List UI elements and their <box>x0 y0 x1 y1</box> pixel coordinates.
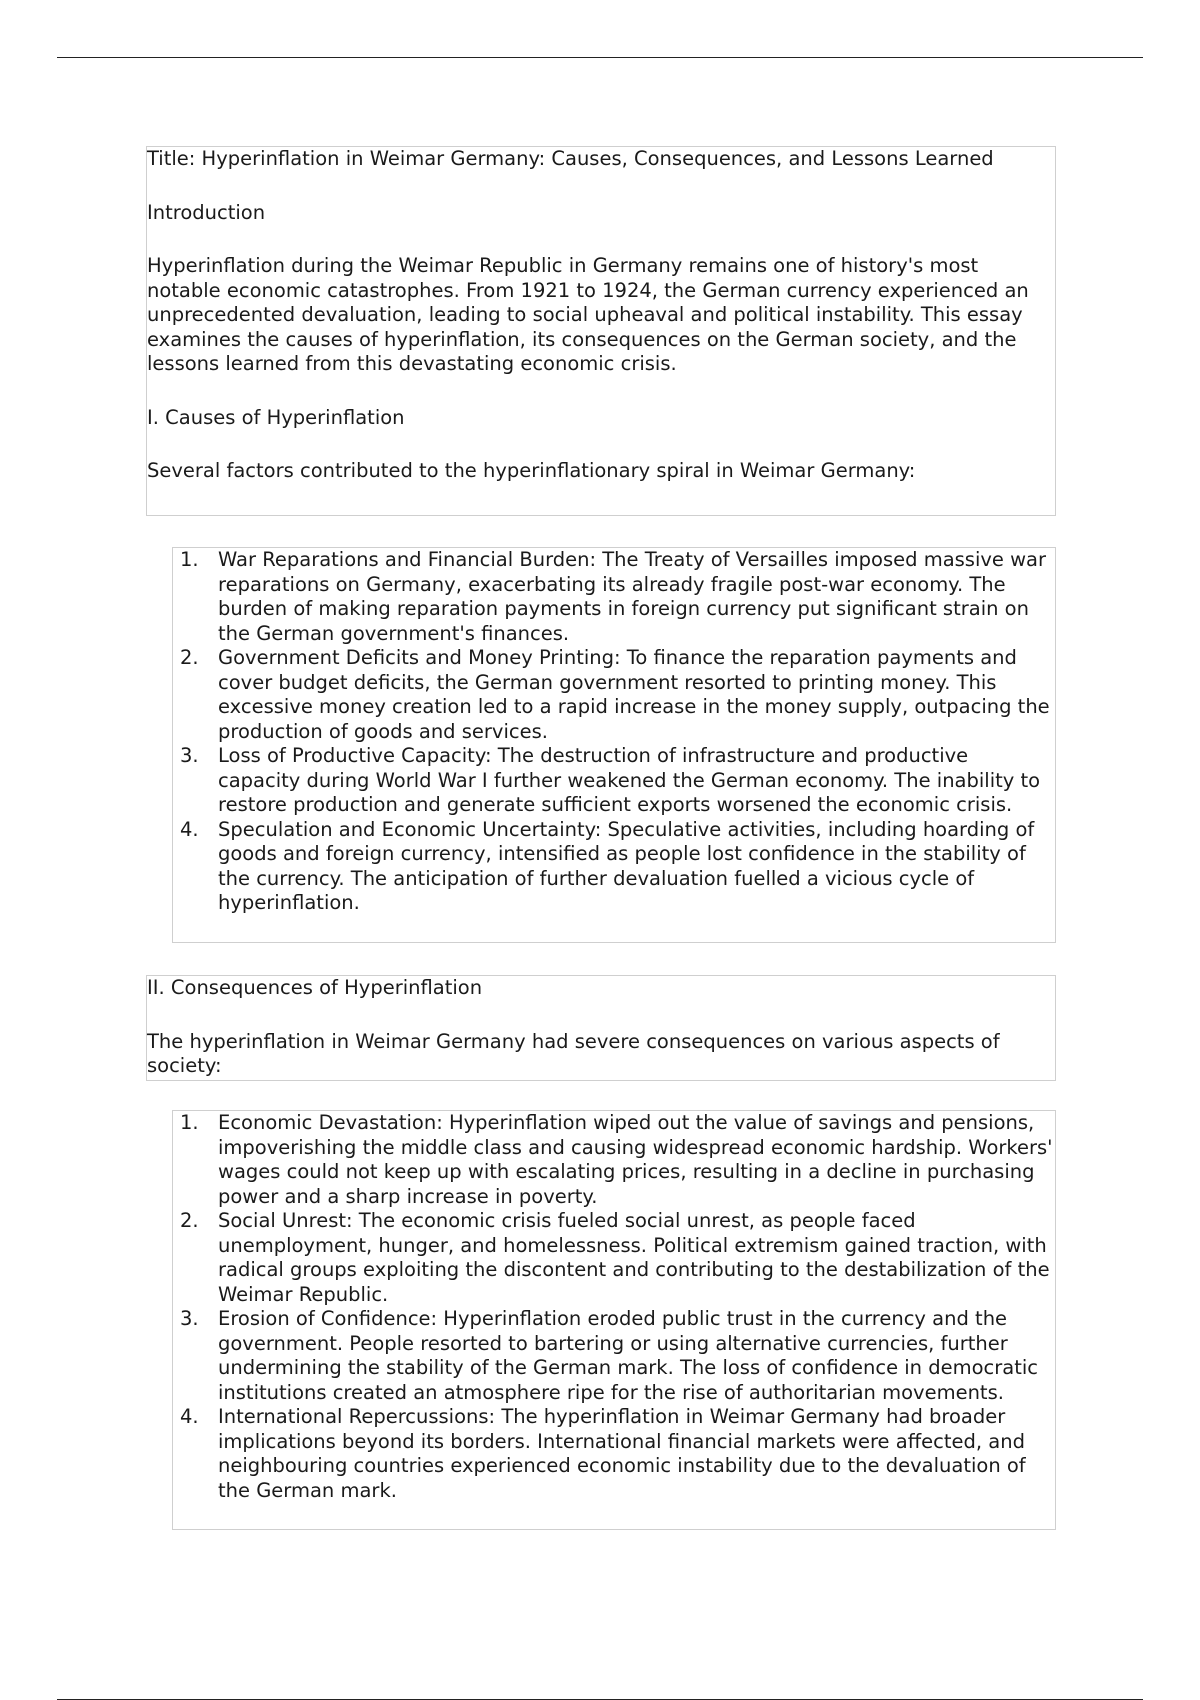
causes-list <box>173 548 1055 916</box>
list-item <box>173 744 1055 818</box>
list-item-text: War Reparations and Financial Burden: The Treaty of Versailles imposed massive war reparations on Germany, exacerbating its already fragile post-war economy. The burden of making reparation payments in foreign currency put significant strain on the German government's finances. <box>218 548 1047 645</box>
causes-intro: Several factors contributed to the hyperinflationary spiral in Weimar Germany: <box>147 459 916 482</box>
list-item <box>173 818 1055 916</box>
list-item-text: Social Unrest: The economic crisis fueled social unrest, as people faced unemployment, hunger, and homelessness. Political extremism gained traction, with radical groups exploiting the discontent and contributing to the destabilization of the Weimar Republic. <box>218 1209 1050 1306</box>
consequences-list <box>173 1111 1055 1503</box>
list-number: 2. <box>180 646 199 669</box>
consequences-list-section <box>172 1110 1056 1530</box>
intro-section <box>146 146 1056 516</box>
causes-heading: I. Causes of Hyperinflation <box>147 405 405 429</box>
list-item <box>173 646 1055 744</box>
list-item-text: Erosion of Confidence: Hyperinflation eroded public trust in the currency and the government. People resorted to bartering or using alternative currencies, further undermining the stability of the German mark. The loss of confidence in democratic institutions created an atmosphere ripe for the rise of authoritarian movements. <box>218 1307 1039 1404</box>
consequences-section <box>146 975 1056 1081</box>
list-item <box>173 1307 1055 1405</box>
list-item <box>173 1405 1055 1503</box>
list-item <box>173 1209 1055 1307</box>
document-title: Title: Hyperinflation in Weimar Germany: Causes, Consequences, and Lessons Learned <box>147 147 994 170</box>
list-number: 4. <box>180 817 199 841</box>
list-number: 1. <box>180 1111 199 1134</box>
top-rule <box>57 57 1143 58</box>
list-number: 3. <box>180 744 199 767</box>
list-item-text: Loss of Productive Capacity: The destruction of infrastructure and productive capacity during World War I further weakened the German economy. The inability to restore production and generate sufficient exports worsened the economic crisis. <box>218 744 1041 816</box>
list-item-text: Economic Devastation: Hyperinflation wiped out the value of savings and pensions, impoverishing the middle class and causing widespread economic hardship. Workers' wages could not keep up with escalating prices, resulting in a decline in purchasing power and a sharp increase in poverty. <box>218 1111 1053 1208</box>
list-item <box>173 548 1055 646</box>
list-item <box>173 1111 1055 1209</box>
list-item-text: Government Deficits and Money Printing: To finance the reparation payments and cover budget deficits, the German government resorted to printing money. This excessive money creation led to a rapid increase in the money supply, outpacing the production of goods and services. <box>218 646 1050 743</box>
list-number: 3. <box>180 1307 199 1330</box>
consequences-heading: II. Consequences of Hyperinflation <box>147 976 483 999</box>
intro-heading: Introduction <box>147 200 266 224</box>
list-number: 2. <box>180 1209 199 1232</box>
list-item-text: International Repercussions: The hyperinflation in Weimar Germany had broader implications beyond its borders. International financial markets were affected, and neighbouring countries experienced economic instability due to the devaluation of the German mark. <box>218 1405 1026 1502</box>
causes-list-section <box>172 547 1056 943</box>
consequences-intro: The hyperinflation in Weimar Germany had severe consequences on various aspects of society: <box>147 1029 1000 1077</box>
list-number: 4. <box>180 1405 199 1428</box>
list-item-text: Speculation and Economic Uncertainty: Speculative activities, including hoarding of goods and foreign currency, intensified as people lost confidence in the stability of the currency. The anticipation of further devaluation fuelled a vicious cycle of hyperinflation. <box>218 817 1035 914</box>
list-number: 1. <box>180 548 199 571</box>
intro-paragraph: Hyperinflation during the Weimar Republic in Germany remains one of history's most notable economic catastrophes. From 1921 to 1924, the German currency experienced an unprecedented devaluation, leading to social upheaval and political instability. This essay examines the causes of hyperinflation, its consequences on the German society, and the lessons learned from this devastating economic crisis. <box>147 254 1029 375</box>
